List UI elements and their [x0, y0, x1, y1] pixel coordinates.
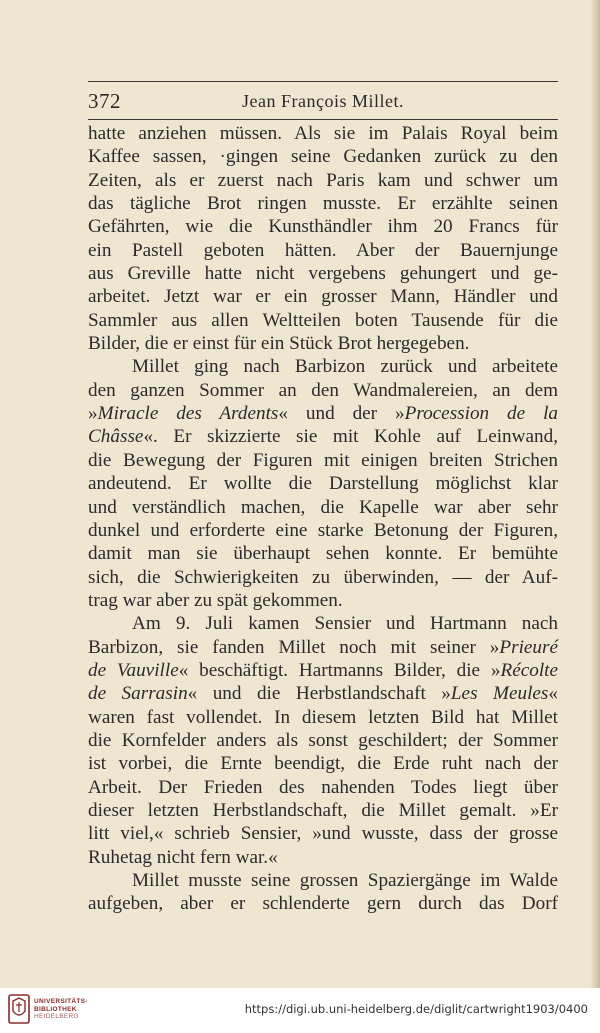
text-line: Bilder, die er einst für ein Stück Brot hergegeben. — [88, 333, 470, 355]
text-line: Sammler aus allen Weltteilen boten Tausende für die — [88, 309, 558, 331]
text-line: damit man sie überhaupt sehen konnte. Er bemühte — [88, 543, 558, 565]
text-line: die Kornfelder anders als sonst geschildert; der Sommer — [88, 729, 558, 751]
text-line: waren fast vollendet. In diesem letzten Bild hat Millet — [88, 706, 558, 728]
text-line: die Bewegung der Figuren mit einigen breiten Strichen — [88, 449, 558, 471]
running-title: Jean François Millet. — [242, 91, 404, 111]
text-line: litt viel,« schrieb Sensier, »und wusste, dass der grosse — [88, 823, 558, 845]
university-seal-icon — [8, 993, 30, 1025]
text-line: hatte anziehen müssen. Als sie im Palais Royal beim — [88, 123, 558, 144]
text-line: ein Pastell geboten hätten. Aber der Bauernjunge — [88, 239, 558, 261]
text-line: andeutend. Er wollte die Darstellung möglichst klar — [88, 473, 558, 495]
text-line: Zeiten, als er zuerst nach Paris kam und schwer um — [88, 169, 558, 191]
text-line: sich, die Schwierigkeiten zu überwinden, — der Auf- — [88, 566, 558, 588]
source-url-link[interactable]: https://digi.ub.uni-heidelberg.de/diglit/cartwright1903/0400 — [244, 1002, 588, 1016]
text-line: Gefährten, wie die Kunsthändler ihm 20 Francs für — [88, 216, 558, 238]
artwork-title: Prieuré — [499, 636, 558, 658]
text-line: de Sarrasin« und die Herbstlandschaft »Les Meules« — [88, 683, 558, 705]
text-line: Ruhetag nicht fern war.« — [88, 846, 278, 868]
text-line: de Vauville« beschäftigt. Hartmanns Bilder, die »Récolte — [88, 659, 558, 681]
page-edge-shadow — [590, 0, 600, 988]
text-line: »Miracle des Ardents« und der »Procession de la — [88, 403, 559, 425]
text-line: aufgeben, aber er schlenderte gern durch das Dorf — [88, 893, 558, 915]
text-line: aus Greville hatte nicht vergebens gehungert und ge- — [88, 263, 558, 285]
artwork-title: Les Meules — [450, 683, 549, 705]
text-line: das tägliche Brot ringen musste. Er erzählte seinen — [88, 193, 558, 215]
text-line: den ganzen Sommer an den Wandmalereien, an dem — [88, 379, 558, 401]
running-header — [88, 86, 558, 116]
text-line: arbeitet. Jetzt war er ein grosser Mann, Händler und — [88, 286, 558, 308]
library-name: UNIVERSITÄTS- BIBLIOTHEK HEIDELBERG — [34, 998, 88, 1020]
text-line: dieser letzten Herbstlandschaft, die Millet gemalt. »Er — [88, 799, 558, 821]
text-line: Arbeit. Der Frieden des nahenden Todes liegt über — [88, 776, 558, 798]
text-line: Millet ging nach Barbizon zurück und arbeitete — [132, 356, 558, 378]
viewer-footer — [0, 988, 600, 1033]
text-line: trag war aber zu spät gekommen. — [88, 589, 343, 611]
header-rule-bottom — [88, 119, 558, 120]
artwork-title: Récolte — [500, 659, 558, 681]
text-line: Kaffee sassen, ·gingen seine Gedanken zurück zu den — [88, 146, 558, 168]
artwork-title: Miracle des Ardents — [97, 403, 279, 425]
text-line: und verständlich machen, die Kapelle war aber sehr — [88, 496, 558, 518]
text-line: Barbizon, sie fanden Millet noch mit seiner »Prieuré — [88, 636, 558, 658]
text-line: ist vorbei, die Ernte beendigt, die Erde ruht nach der — [88, 753, 558, 775]
artwork-title: Châsse — [88, 426, 144, 448]
artwork-title: de Sarrasin — [88, 683, 188, 705]
artwork-title: Procession de la — [404, 403, 559, 425]
header-rule-top — [88, 81, 558, 82]
artwork-title: de Vauville — [88, 659, 179, 681]
text-line: dunkel und erforderte eine starke Betonung der Figuren, — [88, 519, 558, 541]
page-number: 372 — [88, 89, 121, 113]
text-line: Châsse«. Er skizzierte sie mit Kohle auf Leinwand, — [88, 426, 558, 448]
body-text — [88, 122, 558, 916]
text-line: Am 9. Juli kamen Sensier und Hartmann nach — [132, 613, 558, 635]
text-line: Millet musste seine grossen Spaziergänge im Walde — [132, 870, 558, 891]
